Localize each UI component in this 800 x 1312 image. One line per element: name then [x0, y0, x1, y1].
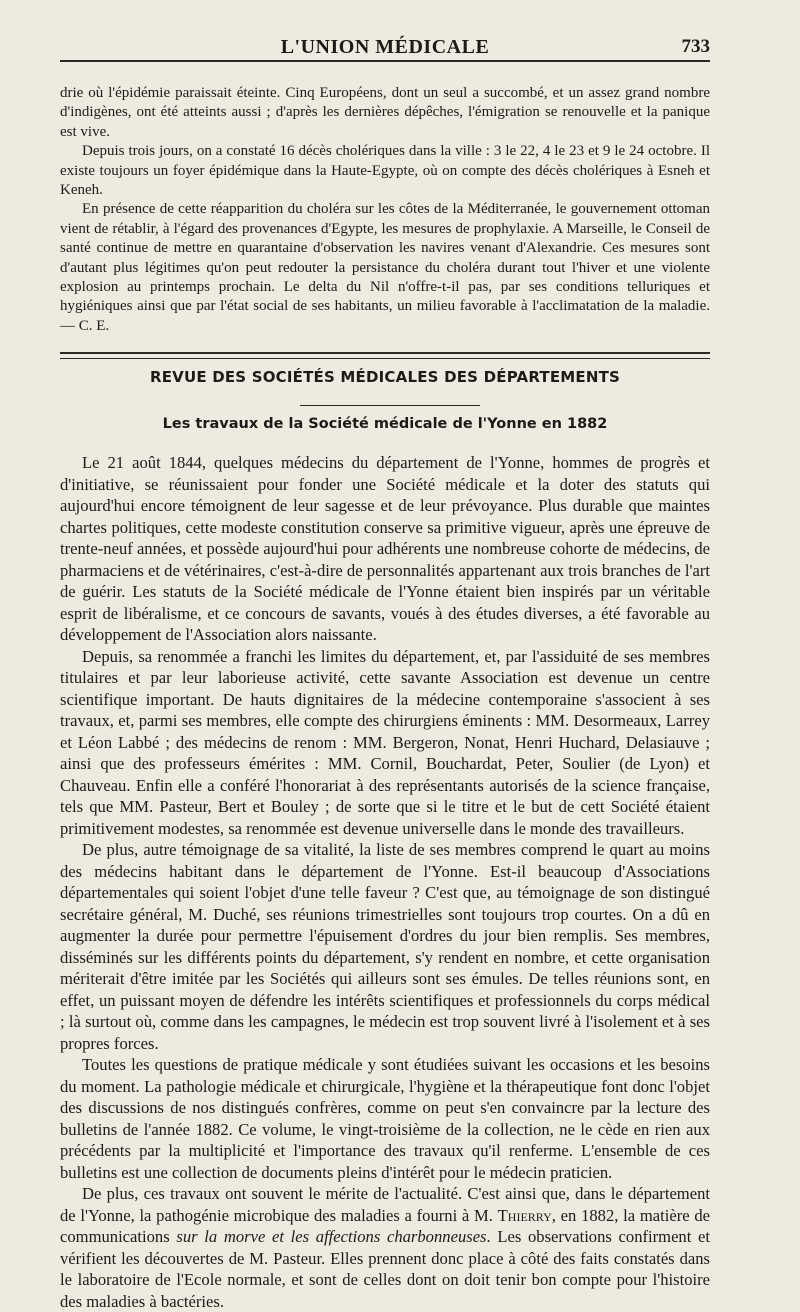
intro-paragraph — [60, 200, 710, 336]
article-paragraph: De plus, autre témoignage de sa vitalité, la liste de ses membres comprend le quart au moins des médecins habitant dans le département de l'Yonne. Est-il beaucoup d'Associations départementales qui soient l'objet d'une telle faveur ? C'est que, au témoignage de son distingué secrétaire général, M. Duché, ses réunions trimestrielles sont toujours trop courtes. On a dû en augmenter la durée pour permettre l'épuisement d'ordres du jour bien remplis. Ses membres, disséminés sur les différents points du département, s'y rendent en nombre, et cette organisation mériterait d'être imitée par les Sociétés qui ailleurs sont ses émules. De telles réunions sont, en effet, un puissant moyen de défendre les intérêts scientifiques et professionnels du corps médical ; là surtout où, comme dans les campagnes, le médecin est trop souvent livré à l'isolement et à ses propres forces. — [60, 840, 710, 1053]
article-paragraph: Toutes les questions de pratique médicale y sont étudiées suivant les occasions et les besoins du moment. La pathologie médicale et chirurgicale, l'hygiène et la thérapeutique font donc l'objet des discussions de nos distingués confrères, comme on peut s'en convaincre par la lecture des bulletins de l'année 1882. Ce volume, le vingt-troisième de la collection, ne le cède en rien aux précédents par la multiplicité et l'importance des travaux qu'il renferme. L'ensemble de ces bulletins est une collection de documents pleins d'intérêt pour le médecin praticien. — [60, 1055, 710, 1182]
paragraph-segment: . Les observations confirment et vérifient les découvertes de M. Pasteur. Elles prennent donc place à côté des faits constatés dans le laboratoire de l'Ecole normale, et sont de celles dont on doit tenir bon compte pour l'histoire des maladies à bactéries. — [60, 1227, 710, 1311]
article-paragraph — [60, 1183, 710, 1312]
paragraph-segment: , en 1882, la matière de communications — [60, 1205, 710, 1246]
running-title: L'UNION MÉDICALE — [280, 36, 490, 58]
section-divider — [60, 352, 710, 359]
intro-paragraph-body: En présence de cette réapparition du choléra sur les côtes de la Méditerranée, le gouvernement ottoman vient de rétablir, à l'égard des provenances d'Egypte, les mesures de prophylaxie. A Marseille, le Conseil de santé continue de mettre en quarantaine d'observation les navires venant d'Alexandrie. Ces mesures sont d'autant plus légitimes qu'on peut redouter la persistance du choléra durant tout l'hiver et une violente explosion au printemps prochain. Le delta du Nil n'offre-t-il pas, par ses conditions telluriques et hygiéniques ainsi que par l'état social de ses habitants, un milieu favorable à l'acclimatation de la maladie. — [60, 201, 710, 315]
article-title: Les travaux de la Société médicale de l'Yonne en 1882 — [162, 416, 608, 432]
paragraph-segment: De plus, ces travaux ont souvent le mérite de l'actualité. C'est ainsi que, dans le département de l'Yonne, la pathogénie microbique des maladies a fourni à M. — [60, 1184, 710, 1225]
article-paragraph: Depuis, sa renommée a franchi les limites du département, et, par l'assiduité de ses membres titulaires et par leur laborieuse activité, cette savante Association est devenue un centre scientifique important. De hauts dignitaires de la médecine contemporaine s'associent à ses travaux, et, parmi ses membres, elle compte des chirurgiens éminents : MM. Desormeaux, Larrey et Léon Labbé ; des médecins de renom : MM. Bergeron, Nonat, Henri Huchard, Delasiauve ; ainsi que des professeurs émérites : MM. Cornil, Bouchardat, Peter, Soulier (de Lyon) et Chauveau. Enfin elle a conféré l'honorariat à des représentants autorisés de la science française, tels que MM. Pasteur, Bert et Bouley ; de sorte que si le titre et le but de cett Société étaient primitivement modestes, sa renommée est devenue universelle dans le monde des travailleurs. — [60, 646, 710, 838]
intro-text — [60, 84, 710, 336]
author-name: Thierry — [497, 1205, 552, 1225]
article-body — [60, 452, 710, 1312]
italic-title: sur la morve et les affections charbonneuses — [176, 1227, 487, 1246]
intro-paragraph: drie où l'épidémie paraissait éteinte. Cinq Européens, dont un seul a succombé, et un assez grand nombre d'indigènes, ont été atteints aussi ; d'après les dernières dépêches, l'émigration se renouvelle et la panique est vive. — [60, 85, 710, 140]
section-title: REVUE DES SOCIÉTÉS MÉDICALES DES DÉPARTEMENTS — [149, 368, 621, 386]
article-paragraph: Le 21 août 1844, quelques médecins du département de l'Yonne, hommes de progrès et d'initiative, se réunissaient pour fonder une Société médicale et la doter des statuts qui aujourd'hui encore témoignent de leur sagesse et de leur prévoyance. Plus durable que maintes chartes politiques, cette modeste constitution conserve sa primitive vigueur, après une épreuve de trente-neuf années, et possède aujourd'hui pour adhérents une nombreuse cohorte de médecins, de pharmaciens et de vétérinaires, c'est-à-dire de personnalités appartenant aux trois branches de l'art de guérir. Les statuts de la Société médicale de l'Yonne étaient bien inspirés par un véritable esprit de libéralisme, et ce concours de savants, voués à des études diverses, a été favorable au développement de l'Association alors naissante. — [60, 453, 710, 644]
title-divider — [300, 405, 480, 406]
signature: — C. E. — [60, 317, 110, 334]
page-header — [60, 32, 710, 62]
page-number: 733 — [681, 36, 710, 57]
intro-paragraph: Depuis trois jours, on a constaté 16 décès cholériques dans la ville : 3 le 22, 4 le 23 et 9 le 24 octobre. Il existe toujours un foyer épidémique dans la Haute-Egypte, où on compte des décès cholériques à Esneh et Keneh. — [60, 143, 710, 199]
